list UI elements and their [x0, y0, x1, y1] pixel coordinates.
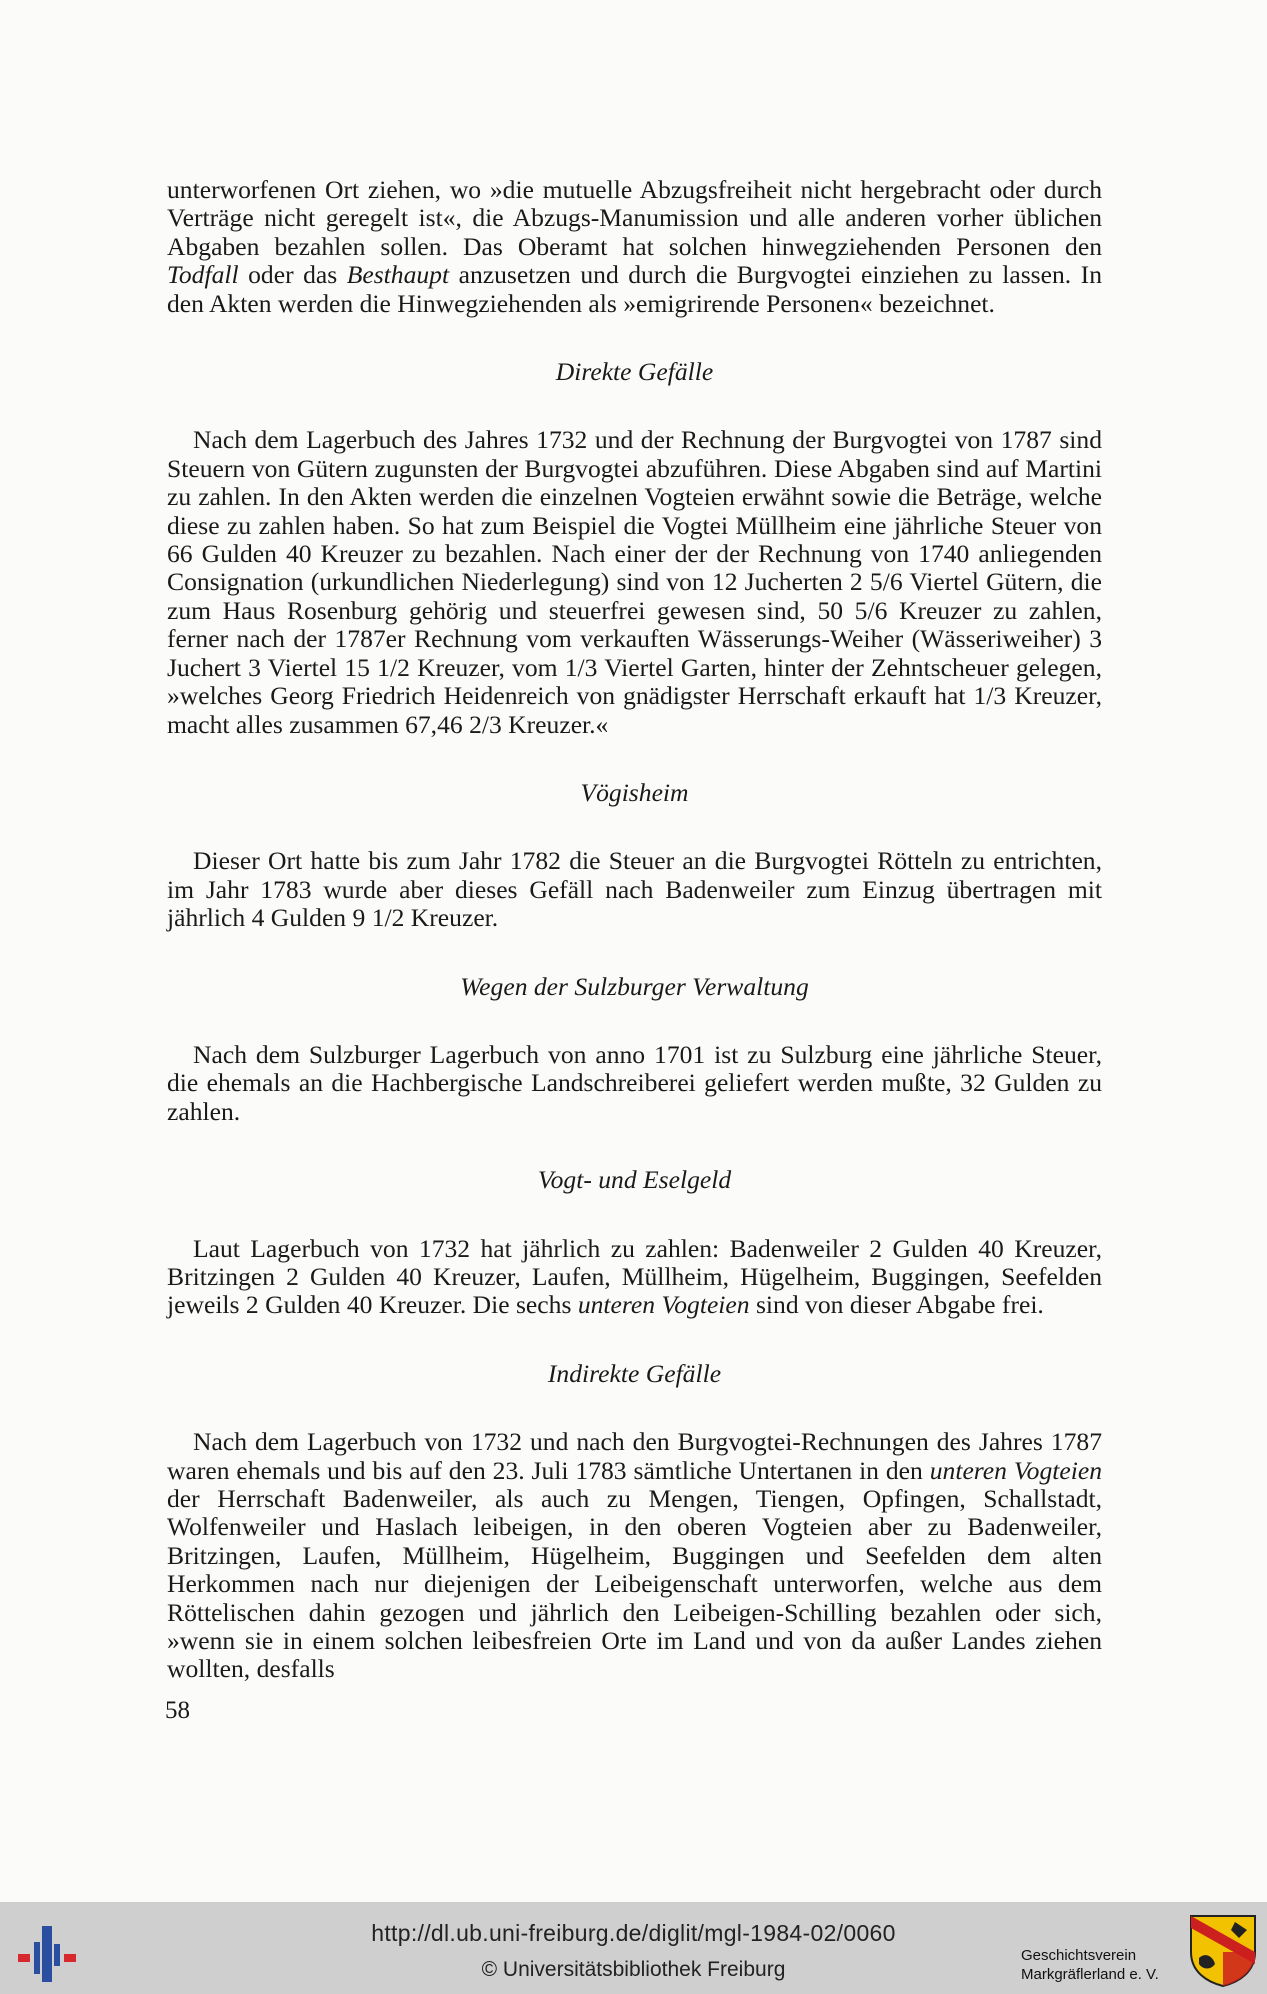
- paragraph: [167, 1428, 1102, 1684]
- italic-term: unteren Vogteien: [929, 1455, 1102, 1485]
- coat-of-arms-icon: [1187, 1912, 1259, 1988]
- text-run: sind von dieser Abgabe frei.: [749, 1290, 1044, 1320]
- text-run: der Herrschaft Badenweiler, als auch zu Mengen, Tiengen, Opfingen, Schallstadt, Wolfenweiler und Haslach leibeigen, in den oberen Vogteien aber zu Badenweiler, Britzingen, Laufen, Müllheim, Hügelheim, Buggingen und Seefelden dem alten Herkommen nach nur diejenigen der Leibeigenschaft unterworfen, welche aus dem Röttelischen dahin gezogen und jährlich den Leibeigen-Schilling bezahlen oder sich, »wenn sie in einem solchen leibesfreien Orte im Land und von da außer Landes ziehen wollten, desfalls: [167, 1484, 1102, 1684]
- text-run: Nach dem Sulzburger Lagerbuch von anno 1701 ist zu Sulzburg eine jährliche Steuer, die ehemals an die Hachbergische Landschreiberei geliefert werden mußte, 32 Gulden zu zahlen.: [167, 1039, 1102, 1126]
- copyright-notice: © Universitätsbibliothek Freiburg: [481, 1958, 786, 1981]
- page-number: 58: [165, 1697, 190, 1724]
- text-run: Nach dem Lagerbuch des Jahres 1732 und der Rechnung der Burgvogtei von 1787 sind Steuern von Gütern zugunsten der Burgvogtei abzuführen. Diese Abgaben sind auf Martini zu zahlen. In den Akten werden die einzelnen Vogteien erwähnt sowie die Beträge, welche diese zu zahlen haben. So hat zum Beispiel die Vogtei Müllheim eine jährliche Steuer von 66 Gulden 40 Kreuzer zu bezahlen. Nach einer der der Rechnung von 1740 anliegenden Consignation (urkundlichen Niederlegung) sind von 12 Jucherten 2 5/6 Viertel Gütern, die zum Haus Rosenburg gehörig und steuerfrei gewesen sind, 50 5/6 Kreuzer zu zahlen, ferner nach der 1787er Rechnung vom verkauften Wässerungs-Weiher (Wässeriweiher) 3 Juchert 3 Viertel 15 1/2 Kreuzer, vom 1/3 Viertel Garten, hinter der Zehntscheuer gelegen, »welches Georg Friedrich Heidenreich von gnädigster Herrschaft erkauft hat 1/3 Kreuzer, macht alles zusammen 67,46 2/3 Kreuzer.«: [167, 425, 1102, 739]
- section-heading: Vogt- und Eselgeld: [537, 1165, 732, 1195]
- text-run: oder das: [238, 260, 347, 290]
- text-run: unterworfenen Ort ziehen, wo »die mutuelle Abzugsfreiheit nicht hergebracht oder durch Verträge nicht geregelt ist«, die Abzugs-Manumission und alle anderen vorher üblichen Abgaben bezahlen sollen. Das Oberamt hat solchen hinwegziehenden Personen den: [167, 175, 1102, 261]
- society-line-1: Geschichtsverein: [1021, 1947, 1137, 1964]
- paragraph: [167, 1235, 1102, 1320]
- paragraph: [167, 847, 1102, 932]
- italic-term: Todfall: [167, 260, 239, 290]
- paragraph: [167, 1041, 1102, 1126]
- society-name: [1021, 1946, 1159, 1984]
- text-run: Laut Lagerbuch von 1732 hat jährlich zu zahlen: Badenweiler 2 Gulden 40 Kreuzer, Britzingen 2 Gulden 40 Kreuzer, Laufen, Müllheim, Hügelheim, Buggingen, Seefelden jeweils 2 Gulden 40 Kreuzer. Die sechs: [167, 1233, 1102, 1320]
- italic-term: unteren Vogteien: [577, 1290, 750, 1320]
- section-heading: Indirekte Gefälle: [547, 1358, 722, 1388]
- body-text: [167, 176, 1102, 1684]
- section-heading: Vögisheim: [580, 777, 689, 807]
- section-heading: Direkte Gefälle: [555, 357, 714, 387]
- society-line-2: Markgräflerland e. V.: [1021, 1966, 1159, 1983]
- text-run: Nach dem Lagerbuch von 1732 und nach den Burgvogtei-Rechnungen des Jahres 1787 waren ehemals und bis auf den 23. Juli 1783 sämtliche Untertanen in den: [167, 1427, 1102, 1485]
- text-run: Dieser Ort hatte bis zum Jahr 1782 die Steuer an die Burgvogtei Rötteln zu entrichten, im Jahr 1783 wurde aber dieses Gefäll nach Badenweiler zum Einzug übertragen mit jährlich 4 Gulden 9 1/2 Kreuzer.: [167, 846, 1102, 933]
- text-run: anzusetzen und durch die Burgvogtei einziehen zu lassen. In den Akten werden die Hinwegziehenden als »emigrirende Personen« bezeichnet.: [167, 260, 1102, 318]
- italic-term: Besthaupt: [346, 260, 450, 290]
- paragraph: [167, 176, 1102, 318]
- section-heading: Wegen der Sulzburger Verwaltung: [460, 971, 809, 1001]
- document-url[interactable]: http://dl.ub.uni-freiburg.de/diglit/mgl-1984-02/0060: [371, 1920, 896, 1946]
- paragraph: [167, 426, 1102, 738]
- viewer-footer: [0, 1902, 1267, 1994]
